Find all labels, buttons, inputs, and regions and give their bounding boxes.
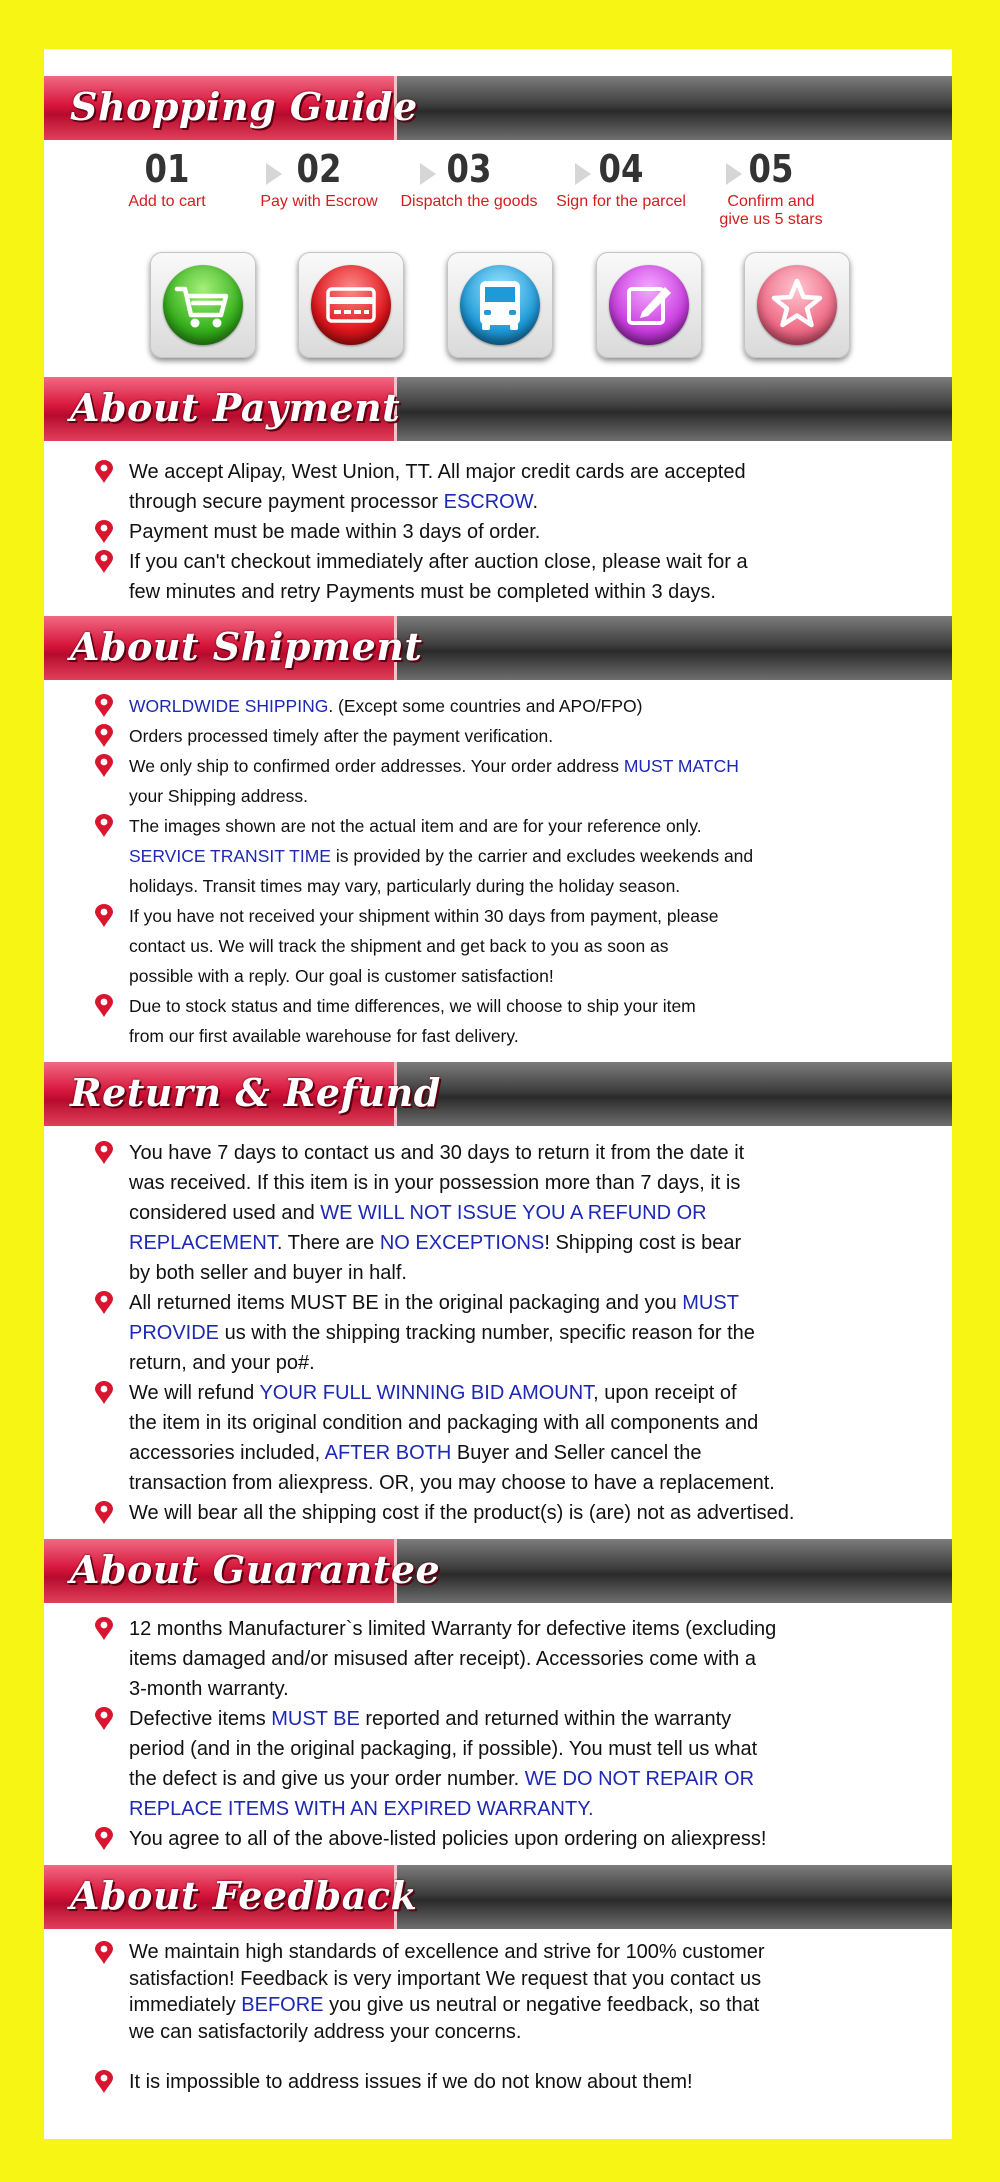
location-pin-icon: [94, 1501, 114, 1525]
location-pin-icon: [94, 460, 114, 484]
list-item: Payment must be made within 3 days of order.: [44, 517, 952, 547]
list-item: It is impossible to address issues if we do not know about them!: [44, 2067, 952, 2097]
location-pin-icon: [94, 754, 114, 778]
section-title: About Payment: [70, 385, 401, 430]
list-item: 12 months Manufacturer`s limited Warranty for defective items (excluding items damaged and/or misused after receipt). Accessories come with a 3-month warranty.: [44, 1614, 952, 1704]
location-pin-icon: [94, 814, 114, 838]
list-item: If you can't checkout immediately after auction close, please wait for a few minutes and retry Payments must be completed within 3 days.: [44, 547, 952, 607]
list-item: We only ship to confirmed order addresses. Your order address MUST MATCH your Shipping address.: [44, 751, 952, 811]
location-pin-icon: [94, 2070, 114, 2094]
section-header-guarantee: [44, 1539, 952, 1603]
location-pin-icon: [94, 904, 114, 928]
location-pin-icon: [94, 1707, 114, 1731]
section-title: About Feedback: [70, 1873, 418, 1918]
location-pin-icon: [94, 1941, 114, 1965]
step-label: Pay with Escrow: [260, 193, 378, 210]
section-title: Return & Refund: [70, 1070, 441, 1115]
section-title: Shopping Guide: [70, 84, 418, 129]
list-item: We accept Alipay, West Union, TT. All major credit cards are accepted through secure payment processor ESCROW.: [44, 457, 952, 517]
step-number: 05: [748, 147, 794, 191]
step-label: Confirm and give us 5 stars: [719, 193, 823, 228]
step-2: [244, 149, 394, 211]
section-title: About Shipment: [70, 624, 423, 669]
section-header-feedback: [44, 1865, 952, 1929]
list-item: Due to stock status and time differences, we will choose to ship your item from our first available warehouse for fast delivery.: [44, 991, 952, 1051]
section-header-shipment: [44, 616, 952, 680]
feedback-list: [44, 1939, 952, 2097]
location-pin-icon: [94, 694, 114, 718]
list-item: You have 7 days to contact us and 30 days to return it from the date it was received. If this item is in your possession more than 7 days, it is considered used and WE WILL NOT ISSUE YOU A REFUND OR REPLACEMENT. There are NO EXCEPTIONS! Shipping cost is bear by both seller and buyer in half.: [44, 1138, 952, 1288]
shipment-list: [44, 691, 952, 1051]
list-item: Defective items MUST BE reported and returned within the warranty period (and in the original packaging, if possible). You must tell us what the defect is and give us your order number. WE DO NOT REPAIR OR REPLACE ITEMS WITH AN EXPIRED WARRANTY.: [44, 1704, 952, 1824]
list-item: We maintain high standards of excellence and strive for 100% customer satisfaction! Feedback is very important We request that you contact us immediately BEFORE you give us neutral or negative feedback, so that we can satisfactorily address your concerns.: [44, 1939, 952, 2045]
step-label: Sign for the parcel: [556, 193, 686, 210]
star-icon: [744, 252, 850, 358]
payment-list: [44, 457, 952, 607]
cart-icon: [150, 252, 256, 358]
list-item: We will refund YOUR FULL WINNING BID AMOUNT, upon receipt of the item in its original condition and packaging with all components and accessories included, AFTER BOTH Buyer and Seller cancel the transaction from aliexpress. OR, you may choose to have a replacement.: [44, 1378, 952, 1498]
step-label: Dispatch the goods: [400, 193, 538, 210]
step-number: 04: [598, 147, 644, 191]
section-header-payment: [44, 377, 952, 441]
step-number: 02: [296, 147, 342, 191]
list-item: If you have not received your shipment within 30 days from payment, please contact us. We will track the shipment and get back to you as soon as possible with a reply. Our goal is customer satisfaction!: [44, 901, 952, 991]
step-number: 01: [144, 147, 190, 191]
sign-pen-icon: [596, 252, 702, 358]
step-1: [92, 149, 242, 211]
location-pin-icon: [94, 994, 114, 1018]
location-pin-icon: [94, 1381, 114, 1405]
step-number: 03: [446, 147, 492, 191]
location-pin-icon: [94, 550, 114, 574]
location-pin-icon: [94, 1141, 114, 1165]
step-5: [696, 149, 846, 229]
shopping-guide-panel: [44, 49, 952, 2139]
list-item: The images shown are not the actual item and are for your reference only. SERVICE TRANSIT TIME is provided by the carrier and excludes weekends and holidays. Transit times may vary, particularly during the holiday season.: [44, 811, 952, 901]
list-item: All returned items MUST BE in the original packaging and you MUST PROVIDE us with the shipping tracking number, specific reason for the return, and your po#.: [44, 1288, 952, 1378]
location-pin-icon: [94, 1617, 114, 1641]
location-pin-icon: [94, 520, 114, 544]
section-header-shopping-guide: [44, 76, 952, 140]
step-label: Add to cart: [128, 193, 206, 210]
location-pin-icon: [94, 1291, 114, 1315]
location-pin-icon: [94, 724, 114, 748]
list-item: You agree to all of the above-listed policies upon ordering on aliexpress!: [44, 1824, 952, 1854]
list-item: WORLDWIDE SHIPPING. (Except some countries and APO/FPO): [44, 691, 952, 721]
list-item: Orders processed timely after the payment verification.: [44, 721, 952, 751]
bus-icon: [447, 252, 553, 358]
location-pin-icon: [94, 1827, 114, 1851]
refund-list: [44, 1138, 952, 1528]
step-3: [394, 149, 544, 211]
step-4: [546, 149, 696, 211]
guarantee-list: [44, 1614, 952, 1854]
section-title: About Guarantee: [70, 1547, 441, 1592]
section-header-refund: [44, 1062, 952, 1126]
list-item: We will bear all the shipping cost if the product(s) is (are) not as advertised.: [44, 1498, 952, 1528]
credit-card-icon: [298, 252, 404, 358]
